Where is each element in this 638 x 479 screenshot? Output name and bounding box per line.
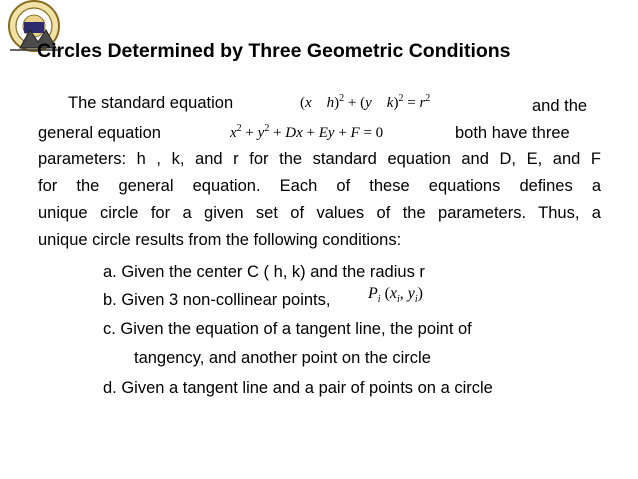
general-equation: $x^2 + y^2 + Dx + Ey + F = 0$ [230, 123, 384, 141]
slide-title: Circles Determined by Three Geometric Conditions [37, 40, 511, 62]
paragraph-line-1-prefix: The standard equation [68, 94, 234, 112]
paragraph-line-2-suffix: both have three [455, 124, 570, 142]
paragraph-line-6: unique circle results from the following conditions: [38, 231, 402, 249]
condition-b: b. Given 3 non-collinear points, [103, 291, 331, 309]
condition-d: d. Given a tangent line and a pair of points on a circle [103, 379, 493, 397]
condition-c-line-1: c. Given the equation of a tangent line, the point of [103, 320, 472, 338]
standard-equation: (x h)$^2$ + (y $k)^2 = r^2$ [300, 93, 431, 111]
paragraph-line-1-suffix: and the [532, 97, 588, 115]
condition-c-line-2: tangency, and another point on the circle [134, 349, 431, 367]
point-notation: $P_i$ ($x_i$, $y_i$) [368, 285, 423, 306]
condition-a: a. Given the center C ( h, k) and the radius r [103, 263, 425, 281]
paragraph-line-4: for the general equation. Each of these equations defines a [38, 177, 601, 195]
paragraph-line-5: unique circle for a given set of values of the parameters. Thus, a [38, 204, 601, 222]
paragraph-line-2-prefix: general equation [38, 124, 161, 142]
paragraph-line-3: parameters: h , k, and r for the standard equation and D, E, and F [38, 150, 601, 168]
